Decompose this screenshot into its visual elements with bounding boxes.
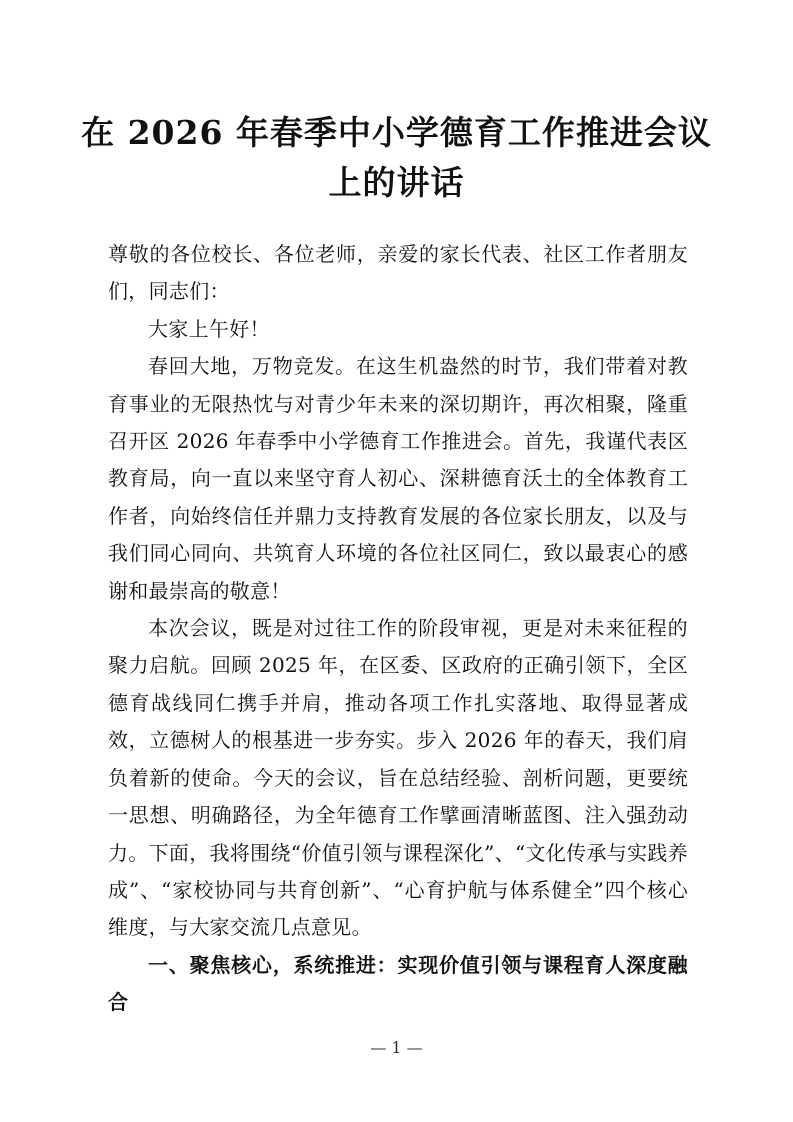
salutation: 尊敬的各位校长、各位老师，亲爱的家长代表、社区工作者朋友们，同志们： (108, 242, 688, 304)
title-line-2: 上的讲话 (328, 163, 465, 202)
document-body (108, 236, 688, 1022)
document-title (80, 108, 713, 208)
paragraph-review: 本次会议，既是对过往工作的阶段审视，更是对未来征程的聚力启航。回顾 2025 年，在区委、区政府的正确引领下，全区德育战线同仁携手并肩，推动各项工作扎实落地、取得显著成效，立德树人的根基进一步夯实。步入 2026 年的春天，我们肩负着新的使命。今天的会议，旨在总结经验、剖析问题，更要统一思想、明确路径，为全年德育工作擘画清晰蓝图、注入强劲动力。下面，我将围绕“价值引领与课程深化”、“文化传承与实践养成”、“家校协同与共育创新”、“心育护航与体系健全”四个核心维度，与大家交流几点意见。 (108, 616, 688, 940)
paragraph-intro: 春回大地，万物竞发。在这生机盎然的时节，我们带着对教育事业的无限热忱与对青少年未来的深切期许，再次相聚，隆重召开区 2026 年春季中小学德育工作推进会。首先，我谨代表区教育局，向一直以来坚守育人初心、深耕德育沃土的全体教育工作者，向始终信任并鼎力支持教育发展的各位家长朋友，以及与我们同心同向、共筑育人环境的各位社区同仁，致以最衷心的感谢和最崇高的敬意！ (108, 354, 688, 603)
title-line-1: 在 2026 年春季中小学德育工作推进会议 (81, 113, 712, 152)
page-number: — 1 — (370, 1038, 423, 1057)
greeting: 大家上午好！ (148, 316, 270, 341)
section-heading-1: 一、聚焦核心，系统推进：实现价值引领与课程育人深度融合 (108, 952, 688, 1015)
